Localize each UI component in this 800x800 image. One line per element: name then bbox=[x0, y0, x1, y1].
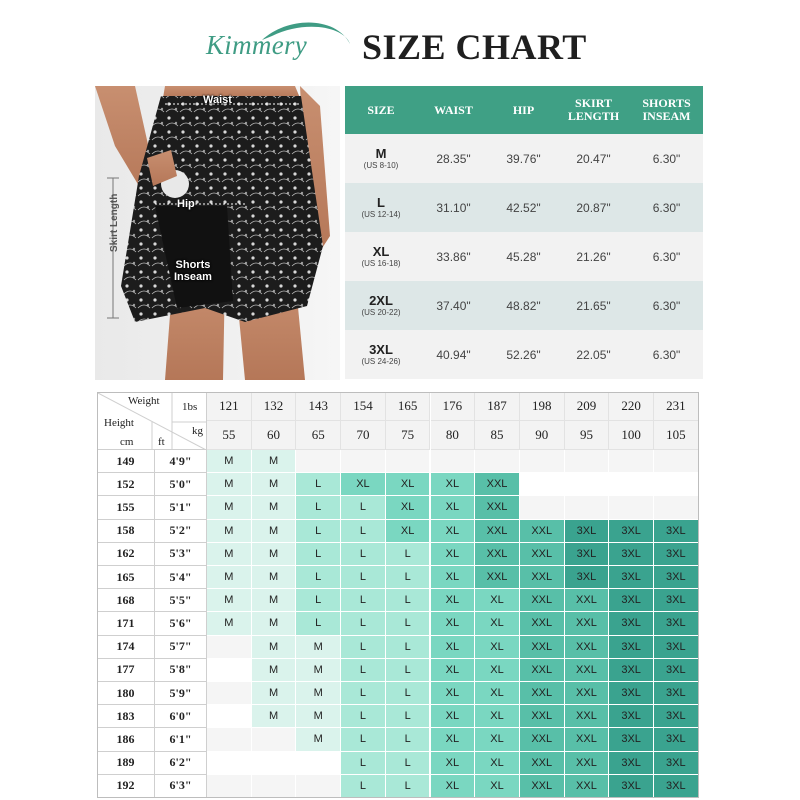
fit-size-cell: XXL bbox=[520, 543, 565, 566]
size-table-header-cell bbox=[630, 86, 703, 134]
height-ft-cell: 5'6" bbox=[155, 612, 207, 635]
fit-size-cell: XXL bbox=[520, 775, 565, 798]
size-cell bbox=[345, 134, 417, 183]
height-cm-cell: 171 bbox=[97, 612, 155, 635]
size-table-row bbox=[345, 134, 703, 183]
height-cm-cell: 174 bbox=[97, 636, 155, 659]
grid-corner-header bbox=[97, 392, 207, 450]
height-ft-cell: 5'9" bbox=[155, 682, 207, 705]
weight-lbs-header: 165 bbox=[386, 392, 431, 421]
fit-size-cell: 3XL bbox=[609, 705, 654, 728]
measurement-waist: 37.40" bbox=[436, 298, 471, 313]
size-table-header-cell bbox=[490, 86, 557, 134]
fit-size-cell: 3XL bbox=[654, 659, 699, 682]
fit-size-cell: XL bbox=[431, 520, 476, 543]
fit-size-cell: L bbox=[386, 775, 431, 798]
fit-size-cell: 3XL bbox=[609, 636, 654, 659]
fit-size-cell: L bbox=[386, 682, 431, 705]
fit-size-cell: 3XL bbox=[654, 728, 699, 751]
fit-size-cell: XXL bbox=[520, 752, 565, 775]
measurement-hip: 52.26" bbox=[506, 347, 541, 362]
fit-empty-cell bbox=[207, 682, 252, 705]
weight-lbs-header: 198 bbox=[520, 392, 565, 421]
fit-empty-cell bbox=[565, 496, 610, 519]
weight-lbs-header: 187 bbox=[475, 392, 520, 421]
size-table-row bbox=[345, 232, 703, 281]
fit-size-cell: L bbox=[386, 636, 431, 659]
size-table-header-cell bbox=[557, 86, 630, 134]
fit-size-cell: XL bbox=[475, 636, 520, 659]
fit-size-cell: L bbox=[341, 659, 386, 682]
fit-size-cell: M bbox=[296, 682, 341, 705]
size-us-range: (US 20-22) bbox=[361, 307, 401, 317]
size-name: 2XL bbox=[369, 292, 393, 308]
height-ft-cell: 5'2" bbox=[155, 520, 207, 543]
fit-size-cell: XXL bbox=[565, 752, 610, 775]
fit-size-cell: XXL bbox=[565, 659, 610, 682]
height-ft-cell: 6'3" bbox=[155, 775, 207, 798]
fit-size-cell: 3XL bbox=[609, 752, 654, 775]
size-name: M bbox=[375, 145, 387, 161]
fit-empty-cell bbox=[207, 775, 252, 798]
fit-size-cell: L bbox=[386, 752, 431, 775]
fit-size-cell: 3XL bbox=[609, 543, 654, 566]
fit-size-cell: L bbox=[341, 775, 386, 798]
page-title: SIZE CHART bbox=[362, 27, 587, 67]
fit-size-cell: XL bbox=[341, 473, 386, 496]
fit-size-cell: XL bbox=[431, 659, 476, 682]
weight-lbs-header: 121 bbox=[207, 392, 252, 421]
fit-size-cell: M bbox=[252, 705, 297, 728]
size-table-row bbox=[345, 183, 703, 232]
height-ft-cell: 5'0" bbox=[155, 473, 207, 496]
height-cm-cell: 162 bbox=[97, 543, 155, 566]
size-table-row bbox=[345, 330, 703, 379]
weight-kg-header: 80 bbox=[431, 421, 476, 450]
height-ft-cell: 5'4" bbox=[155, 566, 207, 589]
fit-size-cell: XL bbox=[431, 589, 476, 612]
fit-size-cell: L bbox=[341, 682, 386, 705]
fit-size-cell: L bbox=[386, 659, 431, 682]
height-cm-cell: 183 bbox=[97, 705, 155, 728]
fit-empty-cell bbox=[252, 752, 297, 775]
weight-kg-header: 75 bbox=[386, 421, 431, 450]
fit-size-cell: XXL bbox=[565, 705, 610, 728]
height-ft-cell: 4'9" bbox=[155, 450, 207, 473]
fit-size-cell: XXL bbox=[565, 636, 610, 659]
height-cm-cell: 155 bbox=[97, 496, 155, 519]
fit-size-cell: L bbox=[296, 589, 341, 612]
fit-size-cell: XL bbox=[431, 705, 476, 728]
fit-size-cell: XXL bbox=[565, 728, 610, 751]
size-table-header-line2: LENGTH bbox=[567, 109, 620, 123]
fit-size-cell: XL bbox=[475, 589, 520, 612]
height-cm-cell: 168 bbox=[97, 589, 155, 612]
fit-size-cell: L bbox=[341, 636, 386, 659]
fit-size-cell: XL bbox=[431, 496, 476, 519]
fit-size-cell: XL bbox=[431, 752, 476, 775]
measurement-inseam: 6.30" bbox=[652, 200, 681, 215]
fit-grid-body bbox=[97, 392, 699, 798]
fit-size-cell: M bbox=[252, 659, 297, 682]
fit-size-cell: L bbox=[341, 752, 386, 775]
fit-size-cell: M bbox=[252, 543, 297, 566]
measurement-skirt-length: 20.87" bbox=[576, 200, 611, 215]
size-table-row bbox=[345, 281, 703, 330]
fit-size-cell: XXL bbox=[565, 775, 610, 798]
fit-size-cell: 3XL bbox=[654, 636, 699, 659]
measurement-skirt-length: 20.47" bbox=[576, 151, 611, 166]
measurement-waist: 40.94" bbox=[436, 347, 471, 362]
fit-size-cell: L bbox=[296, 473, 341, 496]
fit-size-cell: L bbox=[296, 543, 341, 566]
fit-size-cell: M bbox=[207, 566, 252, 589]
fit-size-cell: L bbox=[296, 566, 341, 589]
fit-size-cell: XL bbox=[431, 612, 476, 635]
fit-empty-cell bbox=[654, 473, 699, 496]
fit-size-cell: 3XL bbox=[565, 543, 610, 566]
weight-lbs-header: 132 bbox=[252, 392, 297, 421]
fit-size-cell: L bbox=[386, 566, 431, 589]
height-ft-cell: 5'1" bbox=[155, 496, 207, 519]
fit-size-cell: 3XL bbox=[609, 566, 654, 589]
fit-size-cell: L bbox=[386, 728, 431, 751]
fit-empty-cell bbox=[431, 450, 476, 473]
fit-size-cell: XXL bbox=[520, 705, 565, 728]
fit-size-cell: M bbox=[252, 589, 297, 612]
fit-size-cell: XL bbox=[475, 775, 520, 798]
measurement-hip: 42.52" bbox=[506, 200, 541, 215]
fit-size-cell: XXL bbox=[475, 473, 520, 496]
fit-size-cell: M bbox=[207, 589, 252, 612]
weight-kg-header: 105 bbox=[654, 421, 699, 450]
size-table-header-text bbox=[568, 97, 619, 123]
fit-empty-cell bbox=[565, 473, 610, 496]
fit-size-cell: 3XL bbox=[609, 612, 654, 635]
height-ft-cell: 5'3" bbox=[155, 543, 207, 566]
measurement-hip: 45.28" bbox=[506, 249, 541, 264]
fit-size-cell: 3XL bbox=[565, 566, 610, 589]
weight-kg-header: 65 bbox=[296, 421, 341, 450]
weight-lbs-header: 143 bbox=[296, 392, 341, 421]
fit-size-cell: XXL bbox=[475, 496, 520, 519]
fit-size-cell: XXL bbox=[565, 612, 610, 635]
fit-size-cell: XL bbox=[431, 682, 476, 705]
fit-size-cell: L bbox=[386, 543, 431, 566]
corner-ft-label: ft bbox=[158, 436, 165, 448]
fit-size-cell: XXL bbox=[520, 682, 565, 705]
fit-size-cell: XL bbox=[386, 473, 431, 496]
fit-empty-cell bbox=[296, 450, 341, 473]
fit-size-cell: M bbox=[296, 705, 341, 728]
fit-empty-cell bbox=[207, 752, 252, 775]
fit-size-cell: M bbox=[207, 450, 252, 473]
fit-size-cell: M bbox=[252, 520, 297, 543]
measurement-hip: 39.76" bbox=[506, 151, 541, 166]
fit-size-cell: M bbox=[252, 636, 297, 659]
fit-empty-cell bbox=[207, 728, 252, 751]
height-ft-cell: 6'1" bbox=[155, 728, 207, 751]
size-cell bbox=[345, 330, 417, 379]
corner-kg-label: kg bbox=[192, 425, 203, 437]
shorts-inseam-label bbox=[174, 259, 212, 283]
fit-size-cell: M bbox=[252, 450, 297, 473]
fit-size-cell: 3XL bbox=[654, 752, 699, 775]
size-us-range: (US 8-10) bbox=[363, 160, 399, 170]
fit-empty-cell bbox=[207, 636, 252, 659]
fit-size-cell: XXL bbox=[475, 543, 520, 566]
measurement-inseam: 6.30" bbox=[652, 298, 681, 313]
fit-size-cell: XXL bbox=[565, 682, 610, 705]
fit-size-cell: XL bbox=[431, 775, 476, 798]
fit-size-cell: L bbox=[341, 589, 386, 612]
height-cm-cell: 186 bbox=[97, 728, 155, 751]
fit-size-cell: XL bbox=[431, 636, 476, 659]
measurement-inseam: 6.30" bbox=[652, 249, 681, 264]
fit-size-cell: L bbox=[386, 705, 431, 728]
height-cm-cell: 158 bbox=[97, 520, 155, 543]
fit-size-cell: L bbox=[386, 589, 431, 612]
fit-empty-cell bbox=[252, 775, 297, 798]
fit-empty-cell bbox=[654, 496, 699, 519]
fit-empty-cell bbox=[207, 705, 252, 728]
fit-empty-cell bbox=[386, 450, 431, 473]
fit-size-cell: M bbox=[207, 520, 252, 543]
fit-size-cell: XL bbox=[475, 682, 520, 705]
size-cell bbox=[345, 183, 417, 232]
size-cell bbox=[345, 232, 417, 281]
fit-size-cell: L bbox=[341, 728, 386, 751]
fit-size-cell: XXL bbox=[520, 728, 565, 751]
fit-size-cell: L bbox=[296, 520, 341, 543]
fit-size-cell: 3XL bbox=[609, 682, 654, 705]
measurement-hip: 48.82" bbox=[506, 298, 541, 313]
fit-size-cell: L bbox=[341, 566, 386, 589]
fit-empty-cell bbox=[565, 450, 610, 473]
fit-size-cell: XL bbox=[386, 496, 431, 519]
weight-kg-header: 60 bbox=[252, 421, 297, 450]
fit-size-cell: L bbox=[341, 543, 386, 566]
size-name: XL bbox=[372, 243, 390, 259]
fit-empty-cell bbox=[207, 659, 252, 682]
fit-size-cell: XXL bbox=[520, 589, 565, 612]
weight-kg-header: 85 bbox=[475, 421, 520, 450]
fit-size-cell: XL bbox=[431, 543, 476, 566]
measurement-waist: 31.10" bbox=[436, 200, 471, 215]
size-cell bbox=[345, 281, 417, 330]
size-table-header-line2: INSEAM bbox=[642, 109, 691, 123]
height-cm-cell: 177 bbox=[97, 659, 155, 682]
height-ft-cell: 6'2" bbox=[155, 752, 207, 775]
height-ft-cell: 6'0" bbox=[155, 705, 207, 728]
height-cm-cell: 180 bbox=[97, 682, 155, 705]
size-table-header-line1: SIZE bbox=[367, 102, 395, 117]
fit-empty-cell bbox=[609, 473, 654, 496]
fit-size-cell: L bbox=[341, 496, 386, 519]
fit-size-cell: L bbox=[296, 612, 341, 635]
size-us-range: (US 16-18) bbox=[361, 258, 401, 268]
fit-size-cell: XXL bbox=[475, 566, 520, 589]
header bbox=[0, 0, 800, 82]
size-table-header-text bbox=[434, 104, 473, 117]
height-cm-cell: 149 bbox=[97, 450, 155, 473]
fit-empty-cell bbox=[609, 450, 654, 473]
fit-size-cell: 3XL bbox=[654, 543, 699, 566]
fit-empty-cell bbox=[475, 450, 520, 473]
height-cm-cell: 165 bbox=[97, 566, 155, 589]
size-table-header bbox=[345, 86, 703, 134]
fit-size-cell: XL bbox=[431, 728, 476, 751]
size-table-header-line1: SKIRT bbox=[575, 96, 612, 110]
weight-lbs-header: 176 bbox=[431, 392, 476, 421]
weight-kg-header: 70 bbox=[341, 421, 386, 450]
fit-size-cell: 3XL bbox=[654, 775, 699, 798]
size-us-range: (US 24-26) bbox=[361, 356, 401, 366]
model-illustration bbox=[95, 86, 340, 380]
fit-size-cell: XXL bbox=[520, 612, 565, 635]
fit-size-cell: 3XL bbox=[654, 589, 699, 612]
fit-size-cell: 3XL bbox=[654, 520, 699, 543]
fit-size-cell: 3XL bbox=[609, 659, 654, 682]
fit-size-cell: M bbox=[207, 496, 252, 519]
size-table-header-text bbox=[642, 97, 690, 123]
fit-empty-cell bbox=[654, 450, 699, 473]
fit-empty-cell bbox=[609, 496, 654, 519]
fit-size-cell: M bbox=[252, 496, 297, 519]
fit-size-cell: XL bbox=[475, 705, 520, 728]
fit-size-cell: XL bbox=[475, 659, 520, 682]
fit-empty-cell bbox=[296, 752, 341, 775]
measurement-skirt-length: 22.05" bbox=[576, 347, 611, 362]
fit-size-cell: M bbox=[296, 636, 341, 659]
fit-size-cell: XL bbox=[475, 728, 520, 751]
fit-size-cell: M bbox=[296, 659, 341, 682]
brand-logo: Kimmery bbox=[206, 30, 308, 60]
fit-size-cell: M bbox=[252, 612, 297, 635]
model-photo bbox=[95, 86, 340, 380]
shorts-inseam-label-line1: Shorts bbox=[175, 259, 211, 271]
fit-empty-cell bbox=[520, 473, 565, 496]
fit-size-cell: L bbox=[341, 612, 386, 635]
skirt-length-label: Skirt Length bbox=[109, 193, 120, 252]
fit-size-cell: M bbox=[252, 566, 297, 589]
weight-kg-header: 90 bbox=[520, 421, 565, 450]
fit-size-cell: 3XL bbox=[609, 728, 654, 751]
weight-lbs-header: 220 bbox=[609, 392, 654, 421]
fit-size-cell: XXL bbox=[520, 659, 565, 682]
waist-label: Waist bbox=[203, 94, 232, 106]
size-table-header-text bbox=[367, 104, 394, 117]
fit-size-cell: 3XL bbox=[609, 775, 654, 798]
weight-lbs-header: 231 bbox=[654, 392, 699, 421]
hip-label: Hip bbox=[177, 198, 195, 210]
corner-weight-label: Weight bbox=[128, 395, 160, 407]
measurement-inseam: 6.30" bbox=[652, 347, 681, 362]
size-name: 3XL bbox=[369, 341, 393, 357]
weight-kg-header: 55 bbox=[207, 421, 252, 450]
fit-size-cell: M bbox=[207, 473, 252, 496]
fit-size-cell: 3XL bbox=[565, 520, 610, 543]
height-cm-cell: 152 bbox=[97, 473, 155, 496]
size-name: L bbox=[377, 194, 385, 210]
shorts-inseam-label-line2: Inseam bbox=[174, 271, 212, 283]
fit-size-cell: XL bbox=[475, 612, 520, 635]
weight-kg-header: 100 bbox=[609, 421, 654, 450]
weight-kg-header: 95 bbox=[565, 421, 610, 450]
fit-size-cell: XXL bbox=[520, 566, 565, 589]
size-us-range: (US 12-14) bbox=[361, 209, 401, 219]
fit-size-cell: L bbox=[296, 496, 341, 519]
fit-size-cell: XXL bbox=[520, 520, 565, 543]
size-table-header-cell bbox=[417, 86, 490, 134]
fit-size-cell: L bbox=[386, 612, 431, 635]
fit-size-cell: 3XL bbox=[654, 682, 699, 705]
size-table-header-line1: HIP bbox=[512, 102, 535, 117]
fit-size-cell: 3XL bbox=[609, 520, 654, 543]
fit-empty-cell bbox=[520, 450, 565, 473]
size-table-header-line1: SHORTS bbox=[642, 96, 691, 110]
fit-size-cell: L bbox=[341, 705, 386, 728]
height-weight-fit-grid bbox=[97, 392, 699, 798]
measurement-waist: 28.35" bbox=[436, 151, 471, 166]
fit-size-cell: 3XL bbox=[654, 705, 699, 728]
fit-size-cell: XL bbox=[386, 520, 431, 543]
height-ft-cell: 5'7" bbox=[155, 636, 207, 659]
height-ft-cell: 5'5" bbox=[155, 589, 207, 612]
fit-size-cell: L bbox=[341, 520, 386, 543]
height-ft-cell: 5'8" bbox=[155, 659, 207, 682]
fit-size-cell: M bbox=[252, 682, 297, 705]
fit-size-cell: XXL bbox=[565, 589, 610, 612]
measurement-skirt-length: 21.65" bbox=[576, 298, 611, 313]
fit-size-cell: XXL bbox=[475, 520, 520, 543]
fit-size-cell: XL bbox=[475, 752, 520, 775]
fit-size-cell: M bbox=[207, 612, 252, 635]
fit-size-cell: 3XL bbox=[609, 589, 654, 612]
fit-size-cell: XXL bbox=[520, 636, 565, 659]
measurement-skirt-length: 21.26" bbox=[576, 249, 611, 264]
corner-lbs-label: 1bs bbox=[182, 401, 198, 413]
measurement-waist: 33.86" bbox=[436, 249, 471, 264]
fit-empty-cell bbox=[296, 775, 341, 798]
size-table-header-cell bbox=[345, 86, 417, 134]
size-table-header-text bbox=[513, 104, 534, 117]
fit-empty-cell bbox=[520, 496, 565, 519]
height-cm-cell: 192 bbox=[97, 775, 155, 798]
fit-size-cell: 3XL bbox=[654, 566, 699, 589]
size-measurement-table bbox=[345, 86, 703, 380]
fit-empty-cell bbox=[252, 728, 297, 751]
fit-empty-cell bbox=[341, 450, 386, 473]
fit-size-cell: 3XL bbox=[654, 612, 699, 635]
fit-size-cell: XL bbox=[431, 473, 476, 496]
fit-size-cell: M bbox=[207, 543, 252, 566]
fit-size-cell: M bbox=[296, 728, 341, 751]
measurement-inseam: 6.30" bbox=[652, 151, 681, 166]
fit-size-cell: M bbox=[252, 473, 297, 496]
size-table-header-line1: WAIST bbox=[434, 102, 473, 117]
weight-lbs-header: 154 bbox=[341, 392, 386, 421]
corner-cm-label: cm bbox=[120, 436, 134, 448]
fit-size-cell: XL bbox=[431, 566, 476, 589]
corner-height-label: Height bbox=[104, 417, 134, 429]
height-cm-cell: 189 bbox=[97, 752, 155, 775]
weight-lbs-header: 209 bbox=[565, 392, 610, 421]
